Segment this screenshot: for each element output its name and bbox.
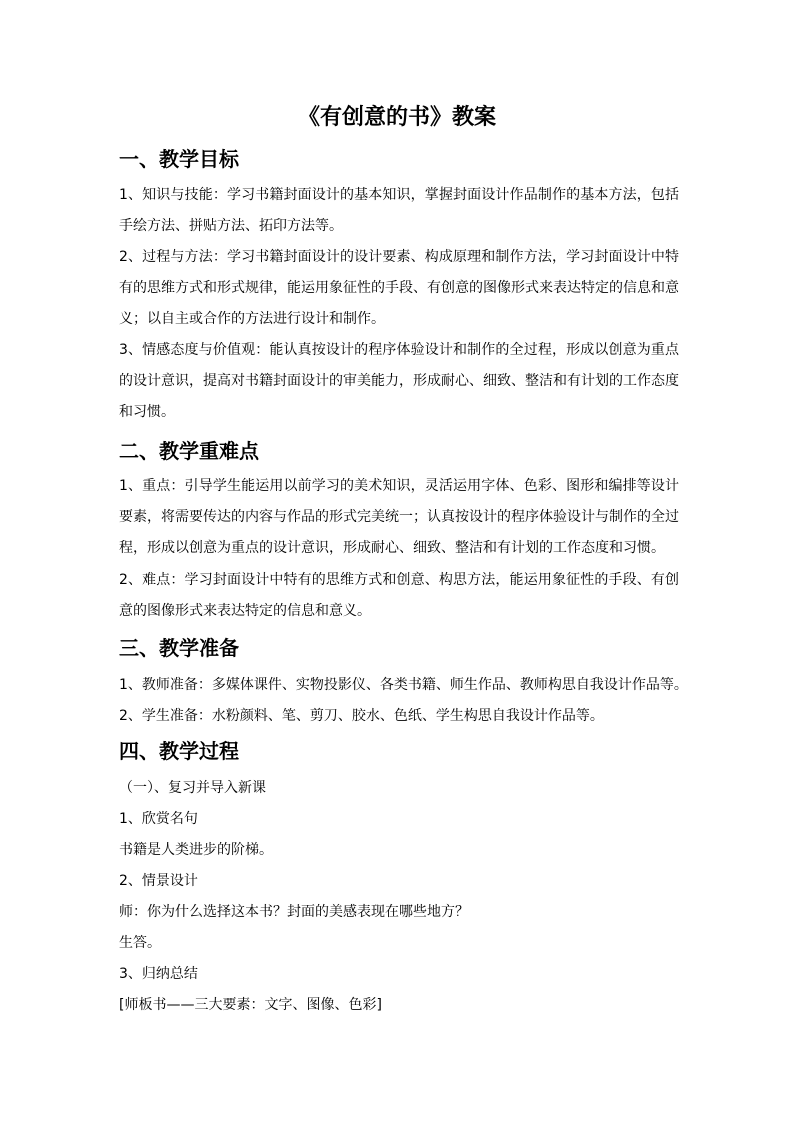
process-line-7: 3、归纳总结 — [119, 966, 198, 982]
section-heading-key-points: 二、教学重难点 — [119, 439, 259, 463]
section-heading-preparation: 三、教学准备 — [119, 636, 239, 660]
paragraph-objectives-3: 3、情感态度与价值观：能认真按设计的程序体验设计和制作的全过程，形成以创意为重点的设计意识，提高对书籍封面设计的审美能力，形成耐心、细致、整洁和有计划的工作态度和习惯。 — [119, 342, 679, 420]
process-line-1: （一）、复习并导入新课 — [119, 780, 266, 796]
paragraph-objectives-2: 2、过程与方法：学习书籍封面设计的设计要素、构成原理和制作方法，学习封面设计中特有的思维方式和形式规律，能运用象征性的手段、有创意的图像形式来表达特定的信息和意义；以自主或合作的方法进行设计和制作。 — [119, 249, 679, 327]
process-line-4: 2、情景设计 — [119, 873, 198, 889]
process-line-3: 书籍是人类进步的阶梯。 — [119, 842, 273, 858]
section-heading-objectives: 一、教学目标 — [119, 147, 239, 171]
process-line-6: 生答。 — [119, 935, 161, 951]
paragraph-key-points-1: 1、重点：引导学生能运用以前学习的美术知识，灵活运用字体、色彩、图形和编排等设计要素，将需要传达的内容与作品的形式完美统一；认真按设计的程序体验设计与制作的全过程，形成以创意为重点的设计意识，形成耐心、细致、整洁和有计划的工作态度和习惯。 — [119, 478, 679, 556]
paragraph-objectives-1: 1、知识与技能：学习书籍封面设计的基本知识，掌握封面设计作品制作的基本方法，包括手绘方法、拼贴方法、拓印方法等。 — [119, 187, 679, 234]
process-line-8: [师板书——三大要素：文字、图像、色彩] — [119, 997, 382, 1013]
paragraph-preparation-2: 2、学生准备：水粉颜料、笔、剪刀、胶水、色纸、学生构思自我设计作品等。 — [119, 708, 604, 724]
process-line-2: 1、欣赏名句 — [119, 811, 198, 827]
process-line-5: 师：你为什么选择这本书？封面的美感表现在哪些地方？ — [119, 904, 469, 920]
section-heading-process: 四、教学过程 — [119, 739, 239, 763]
paragraph-preparation-1: 1、教师准备：多媒体课件、实物投影仪、各类书籍、师生作品、教师构思自我设计作品等。 — [119, 677, 688, 693]
paragraph-key-points-2: 2、难点：学习封面设计中特有的思维方式和创意、构思方法，能运用象征性的手段、有创意的图像形式来表达特定的信息和意义。 — [119, 572, 679, 619]
document-title: 《有创意的书》教案 — [297, 105, 496, 130]
